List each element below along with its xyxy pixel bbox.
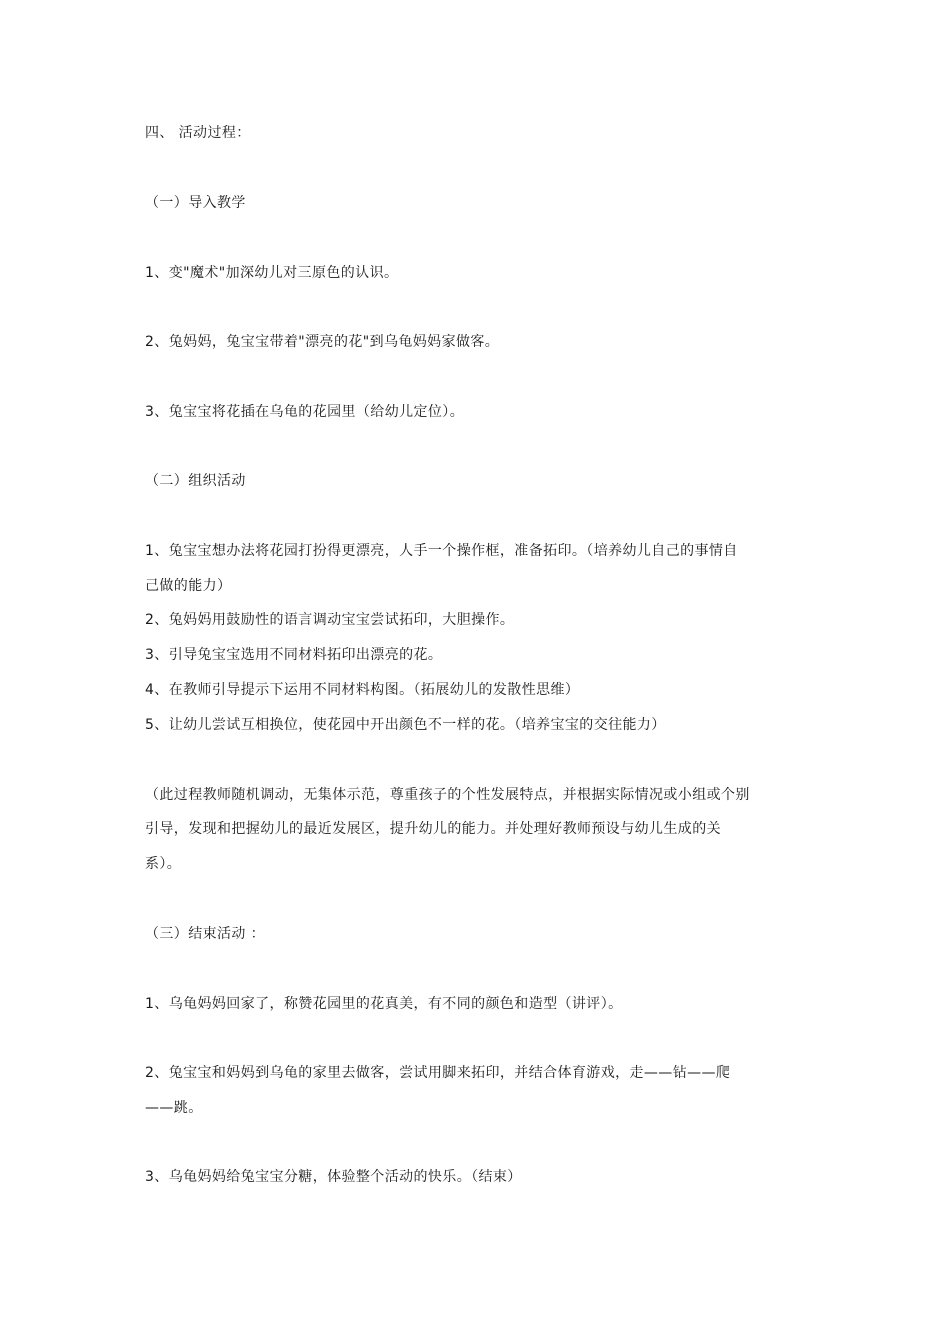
- section-title: 四、 活动过程：: [145, 125, 251, 141]
- part1-heading: （一）导入教学: [145, 195, 246, 211]
- part3-item-2-line-2: ——跳。: [145, 1100, 203, 1116]
- part1-item-1: 1、变"魔术"加深幼儿对三原色的认识。: [145, 265, 399, 281]
- part2-note-line-2: 引导，发现和把握幼儿的最近发展区，提升幼儿的能力。并处理好教师预设与幼儿生成的关: [145, 821, 721, 837]
- part1-item-3: 3、兔宝宝将花插在乌龟的花园里（给幼儿定位）。: [145, 404, 465, 420]
- part2-item-4: 4、在教师引导提示下运用不同材料构图。（拓展幼儿的发散性思维）: [145, 682, 580, 698]
- part2-heading: （二）组织活动: [145, 473, 246, 489]
- part2-note-line-1: （此过程教师随机调动，无集体示范，尊重孩子的个性发展特点，并根据实际情况或小组或个别: [145, 787, 750, 803]
- part2-item-2: 2、兔妈妈用鼓励性的语言调动宝宝尝试拓印，大胆操作。: [145, 612, 515, 628]
- part2-item-1-line-2: 己做的能力）: [145, 578, 232, 594]
- part3-item-1: 1、乌龟妈妈回家了，称赞花园里的花真美，有不同的颜色和造型（讲评）。: [145, 996, 623, 1012]
- part3-heading: （三）结束活动 ：: [145, 926, 266, 942]
- part2-note-line-3: 系）。: [145, 856, 182, 872]
- part1-item-2: 2、兔妈妈，兔宝宝带着"漂亮的花"到乌龟妈妈家做客。: [145, 334, 500, 350]
- part3-item-3: 3、乌龟妈妈给兔宝宝分糖，体验整个活动的快乐。（结束）: [145, 1169, 522, 1185]
- part2-item-3: 3、引导兔宝宝选用不同材料拓印出漂亮的花。: [145, 647, 443, 663]
- part2-item-5: 5、让幼儿尝试互相换位，使花园中开出颜色不一样的花。（培养宝宝的交往能力）: [145, 717, 666, 733]
- part3-item-2-line-1: 2、兔宝宝和妈妈到乌龟的家里去做客，尝试用脚来拓印，并结合体育游戏，走——钻——爬: [145, 1065, 731, 1081]
- part2-item-1-line-1: 1、兔宝宝想办法将花园打扮得更漂亮，人手一个操作框，准备拓印。（培养幼儿自己的事情自: [145, 543, 738, 559]
